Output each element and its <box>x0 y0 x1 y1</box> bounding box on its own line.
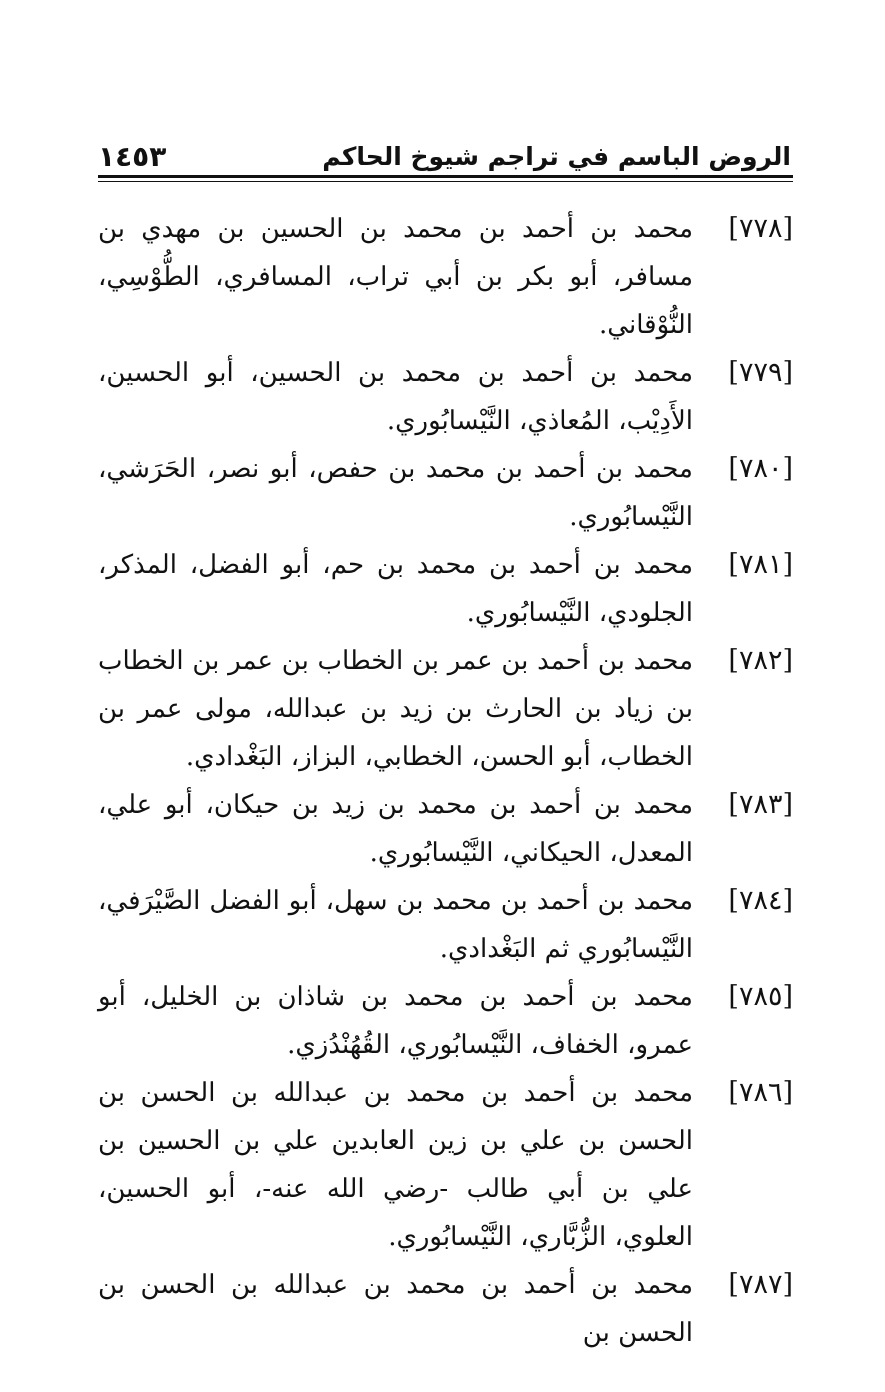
entry-number: [٧٨٣] <box>728 789 793 820</box>
entry-number: [٧٨١] <box>728 549 793 580</box>
entry-784 <box>98 877 793 973</box>
header-rule-thick <box>98 175 793 178</box>
entry-text: محمد بن أحمد بن محمد بن زيد بن حيكان، أبو علي، المعدل، الحيكاني، النَّيْسابُوري. <box>98 790 693 868</box>
entry-number: [٧٨٤] <box>728 885 793 916</box>
entry-787 <box>98 1261 793 1357</box>
entry-780 <box>98 445 793 541</box>
entry-text: محمد بن أحمد بن محمد بن شاذان بن الخليل، أبو عمرو، الخفاف، النَّيْسابُوري، القُهُنْدُزي. <box>98 982 693 1060</box>
entry-781 <box>98 541 793 637</box>
running-title: الروض الباسم في تراجم شيوخ الحاكم <box>322 142 791 171</box>
entry-782 <box>98 637 793 781</box>
entry-text: محمد بن أحمد بن محمد بن حم، أبو الفضل، المذكر، الجلودي، النَّيْسابُوري. <box>98 550 693 628</box>
entry-783 <box>98 781 793 877</box>
entry-779 <box>98 349 793 445</box>
entry-786 <box>98 1069 793 1261</box>
entry-text: محمد بن أحمد بن محمد بن الحسين، أبو الحسين، الأَدِيْب، المُعاذي، النَّيْسابُوري. <box>98 358 693 436</box>
biography-entries <box>98 205 793 1357</box>
entry-785 <box>98 973 793 1069</box>
header-rule-thin <box>98 181 793 182</box>
entry-text: محمد بن أحمد بن عمر بن الخطاب بن عمر بن الخطاب بن زياد بن الحارث بن زيد بن عبدالله، مولى عمر بن الخطاب، أبو الحسن، الخطابي، البزاز، البَغْدادي. <box>98 646 693 772</box>
entry-text: محمد بن أحمد بن محمد بن الحسين بن مهدي بن مسافر، أبو بكر بن أبي تراب، المسافري، الطُّوْسِي، النُّوْقاني. <box>98 214 693 340</box>
running-header <box>98 128 791 172</box>
entry-number: [٧٨٧] <box>728 1269 793 1300</box>
entry-text: محمد بن أحمد بن محمد بن عبدالله بن الحسن بن الحسن بن علي بن زين العابدين علي بن الحسين بن علي بن أبي طالب -رضي الله عنه-، أبو الحسين، العلوي، الزُّبَّاري، النَّيْسابُوري. <box>98 1078 693 1252</box>
entry-number: [٧٨٦] <box>728 1077 793 1108</box>
entry-text: محمد بن أحمد بن محمد بن سهل، أبو الفضل الصَّيْرَفي، النَّيْسابُوري ثم البَغْدادي. <box>98 886 693 964</box>
entry-number: [٧٨٥] <box>728 981 793 1012</box>
page-number: ١٤٥٣ <box>98 140 167 173</box>
entry-778 <box>98 205 793 349</box>
entry-text: محمد بن أحمد بن محمد بن حفص، أبو نصر، الحَرَشي، النَّيْسابُوري. <box>98 454 693 532</box>
entry-number: [٧٧٩] <box>728 357 793 388</box>
entry-text: محمد بن أحمد بن محمد بن عبدالله بن الحسن بن الحسن بن <box>98 1270 693 1348</box>
entry-number: [٧٧٨] <box>728 213 793 244</box>
entry-number: [٧٨٢] <box>728 645 793 676</box>
entry-number: [٧٨٠] <box>728 453 793 484</box>
